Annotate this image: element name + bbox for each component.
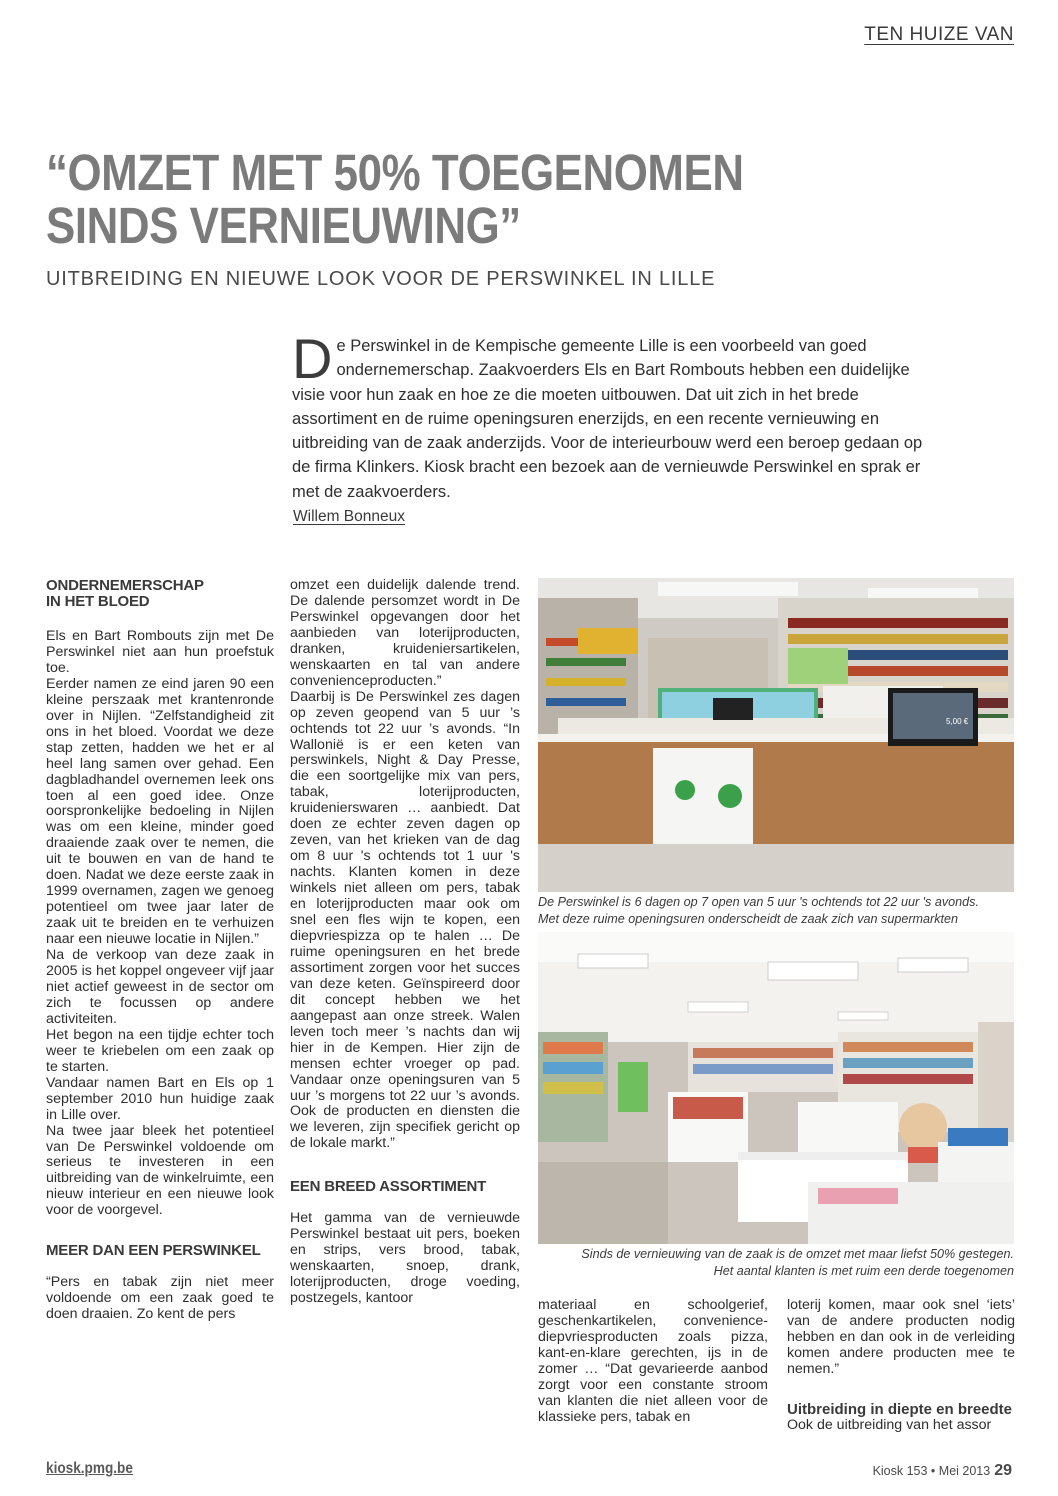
- headline-line-2: SINDS VERNIEUWING”: [46, 197, 521, 254]
- paragraph: Na de verkoop van deze zaak in 2005 is het koppel ongeveer vijf jaar niet actief geweest in de sector om zich te focussen op andere activiteiten.: [46, 947, 274, 1027]
- article-column-4: [787, 1298, 1015, 1434]
- paragraph: materiaal en schoolgerief, geschenkartikelen, conveniencediepvriesproducten zoals pizza, kant-en-klare gerechten, ijs in de zomer … “Dat gevarieerde aanbod zorgt voor een constante stroom van klanten die niet alleen voor de klassieke pers, tabak en: [538, 1297, 768, 1425]
- byline: Willem Bonneux: [293, 508, 405, 525]
- section-tag: TEN HUIZE VAN: [864, 24, 1014, 45]
- footer-website-link[interactable]: kiosk.pmg.be: [46, 1460, 133, 1477]
- photo-caption-1: De Perswinkel is 6 dagen op 7 open van 5 uur 's ochtends tot 22 uur 's avonds. Met deze ruime openingsuren onderscheidt de zaak zich van supermarkten: [538, 895, 979, 926]
- photo-caption-2: Sinds de vernieuwing van de zaak is de omzet met maar liefst 50% gestegen. Het aantal klanten is met ruim een derde toegenomen: [581, 1247, 1014, 1278]
- paragraph: “Pers en tabak zijn niet meer voldoende om een zaak goed te doen draaien. Zo kent de pers: [46, 1274, 274, 1323]
- article-column-1: [46, 578, 274, 1323]
- price-screen-text: 5,00 €: [946, 717, 969, 726]
- article-column-3: [538, 1298, 768, 1426]
- section-heading-ondernemerschap: ONDERNEMERSCHAP IN HET BLOED: [46, 577, 204, 610]
- footer-issue-info: [873, 1462, 1012, 1480]
- paragraph: Na twee jaar bleek het potentieel van De Perswinkel voldoende om serieus te investeren in een uitbreiding van de winkelruimte, een nieuw interieur en een nieuwe look voor de voorgevel.: [46, 1122, 274, 1219]
- paragraph: Daarbij is De Perswinkel zes dagen op zeven geopend van 5 uur ’s ochtends tot 22 uur ’s avonds. “In Wallonië is er een keten van perswinkels, Night & Day Presse, die een soortgelijke mix van pers, tabak, loterijproducten, kruidenierswaren … aanbiedt. Dat doen ze echter zeven dagen op zeven, van het krieken van de dag om 8 uur 's ochtends tot 1 uur 's nachts. Klanten komen in deze winkels niet alleen om pers, tabak en loterijproducten maar ook om snel een fles wijn te kopen, een diepvriespizza op te halen … De ruime openingsuren en het brede assortiment zorgen voor het succes van deze keten. Geïnspireerd door dit concept hebben we het aangepast aan onze streek. Walen leven toch meer ’s nachts dan wij hier in de Kempen. Hier zijn de mensen echter vroeger op pad. Vandaar onze openingsuren van 5 uur ’s morgens tot 22 uur ’s avonds. Ook de producten en diensten die we leveren, zijn specifiek gericht op de lokale markt.”: [290, 688, 520, 1152]
- section-heading-uitbreiding: Uitbreiding in diepte en breedte: [787, 1400, 1013, 1418]
- section-heading-meer-dan-een-perswinkel: MEER DAN EEN PERSWINKEL: [46, 1242, 261, 1260]
- intro-text: e Perswinkel in de Kempische gemeente Lille is een voorbeeld van goed ondernemerschap. Zaakvoerders Els en Bart Rombouts hebben een duidelijke visie voor hun zaak en hoe ze die moeten uitbouwen. Dat uit zich in het brede assortiment en de ruime openingsuren enerzijds, en een recente vernieuwing en uitbreiding van de zaak anderzijds. Voor de interieurbouw werd een beroep gedaan op de firma Klinkers. Kiosk bracht een bezoek aan de vernieuwde Perswinkel en sprak er met de zaakvoerders.: [292, 337, 923, 501]
- paragraph: loterij komen, maar ook snel ‘iets’ van de andere producten nodig hebben en dan ook in de verleiding komen andere producten mee te nemen.”: [787, 1297, 1015, 1377]
- paragraph: Het begon na een tijdje echter toch weer te kriebelen om een zaak op te starten.: [46, 1026, 274, 1075]
- paragraph: Els en Bart Rombouts zijn met De Perswinkel niet aan hun proefstuk toe.: [46, 628, 274, 676]
- paragraph: Eerder namen ze eind jaren 90 een kleine perszaak met krantenronde over in Nijlen. “Zelfstandigheid zit ons in het bloed. Voordat we deze stap zetten, hadden we het er al heel lang samen over gehad. Een dagbladhandel overnemen leek ons toen al een goed idee. Onze oorspronkelijke bedoeling in Nijlen was om een kleine, minder goed draaiende zaak over te nemen, die uit te bouwen en van de hand te doen. Nadat we deze eerste zaak in 1999 overnamen, zagen we genoeg potentieel om twee jaar later de zaak uit te breiden en te verhuizen naar een nieuwe locatie in Nijlen.”: [46, 675, 274, 948]
- paragraph: Het gamma van de vernieuwde Perswinkel bestaat uit pers, boeken en strips, vers brood, tabak, wenskaarten, snoep, drank, loterijproducten, droge voeding, postzegels, kantoor: [290, 1210, 520, 1307]
- photo-store-interior: [538, 932, 1014, 1244]
- headline-line-1: “OMZET MET 50% TOEGENOMEN: [46, 144, 744, 201]
- photo-shop-counter: [538, 578, 1014, 892]
- page-number: 29: [994, 1462, 1012, 1479]
- paragraph: Vandaar namen Bart en Els op 1 september 2010 hun huidige zaak in Lille over.: [46, 1074, 274, 1123]
- paragraph: omzet een duidelijk dalende trend. De dalende persomzet wordt in De Perswinkel opgevangen door het aanbieden van loterijproducten, dranken, kruideniersartikelen, wenskaarten en tal van andere convenienceproducten.”: [290, 577, 520, 689]
- paragraph: Ook de uitbreiding van het assor: [787, 1416, 992, 1433]
- subheadline: UITBREIDING EN NIEUWE LOOK VOOR DE PERSWINKEL IN LILLE: [46, 268, 716, 290]
- issue-label: Kiosk 153 • Mei 2013: [872, 1464, 991, 1478]
- headline: [46, 146, 820, 252]
- section-heading-een-breed-assortiment: EEN BREED ASSORTIMENT: [290, 1178, 487, 1196]
- drop-cap: D: [292, 327, 333, 390]
- article-column-2: [290, 578, 520, 1307]
- intro-paragraph: [292, 327, 942, 504]
